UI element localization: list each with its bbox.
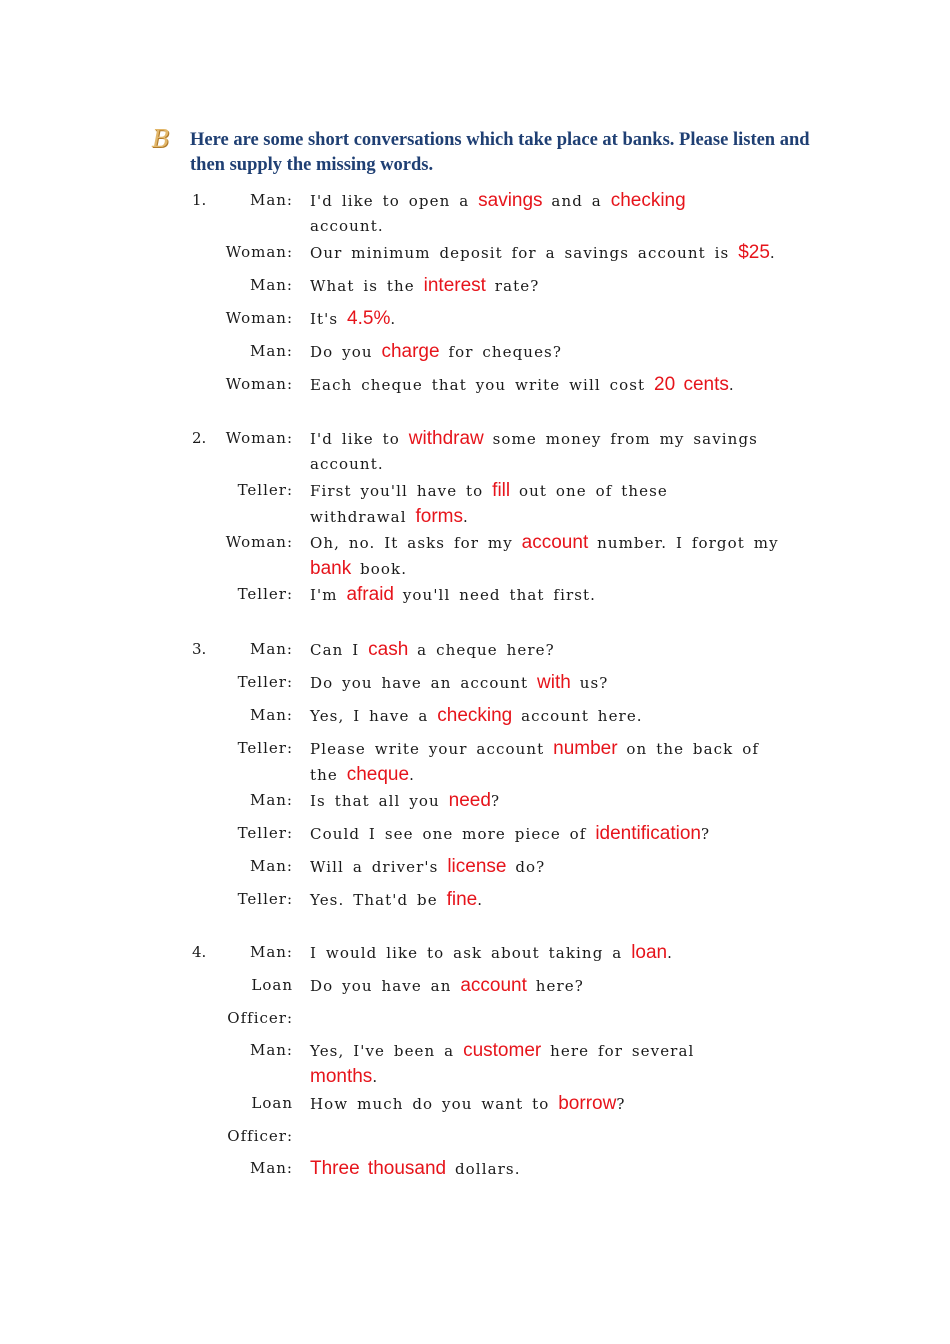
utterance-text: Is that all you [310, 792, 449, 810]
utterance-text: Could I see one more piece of [310, 825, 596, 843]
utterance-text: . [477, 891, 484, 909]
answer-word: 4.5% [347, 308, 391, 329]
speaker-label: Teller: [237, 481, 293, 499]
answer-word: months [310, 1066, 373, 1087]
speaker-label: Man: [249, 857, 293, 875]
speaker-label: Woman: [225, 533, 293, 551]
answer-word: forms [415, 506, 463, 527]
instructions-heading: Here are some short conversations which take place at banks. Please listen and then supply the missing words. [190, 130, 810, 175]
utterance-text: rate? [485, 277, 540, 295]
utterance-text: I'd like to [310, 430, 409, 448]
speaker-label: Man: [249, 706, 293, 724]
utterance [310, 188, 800, 239]
utterance-text: What is the [310, 277, 424, 295]
utterance-text: Do you have an account [310, 674, 538, 692]
utterance-text: How much do you want to [310, 1095, 559, 1113]
utterance [310, 821, 800, 847]
utterance [310, 306, 800, 332]
answer-word: with [537, 672, 571, 693]
utterance [310, 637, 800, 663]
answer-word: customer [463, 1040, 542, 1061]
utterance-text: us? [570, 674, 609, 692]
speaker-label: Man: [249, 1041, 293, 1059]
answer-word: interest [423, 275, 486, 296]
utterance [310, 1038, 800, 1090]
utterance [310, 582, 800, 608]
answer-word: bank [310, 558, 352, 579]
utterance [310, 736, 800, 788]
utterance-text: number. I forgot my [588, 534, 779, 552]
utterance [310, 530, 800, 582]
utterance-text: Do you [310, 343, 382, 361]
speaker-label: Teller: [237, 824, 293, 842]
speaker-label: Woman: [225, 429, 293, 447]
speaker-label: Teller: [237, 673, 293, 691]
answer-word: number [553, 738, 618, 759]
speaker-label: Man: [249, 791, 293, 809]
utterance-text: a cheque here? [408, 641, 555, 659]
utterance-text: account. [310, 217, 384, 235]
utterance-text: book. [351, 560, 408, 578]
utterance-text: . [409, 766, 415, 784]
utterance-text: dollars. [446, 1160, 521, 1178]
utterance-text: withdrawal [310, 508, 416, 526]
utterance-text: some money from my savings [483, 430, 758, 448]
utterance-text: for cheques? [439, 343, 562, 361]
speaker-label: Man: [249, 1159, 293, 1177]
speaker-label: Loan Officer: [227, 976, 293, 1027]
utterance-text: account. [310, 455, 384, 473]
utterance [310, 854, 800, 880]
answer-word: charge [381, 341, 440, 362]
utterance-text: out one of these [510, 482, 668, 500]
speaker-label: Man: [249, 191, 293, 209]
speaker-label: Loan Officer: [227, 1094, 293, 1145]
answer-word: identification [595, 823, 701, 844]
conversation-number: 2. [192, 429, 207, 447]
utterance-text: It's [310, 310, 348, 328]
answer-word: Three thousand [310, 1158, 447, 1179]
speaker-label: Woman: [225, 243, 293, 261]
utterance-text: Each cheque that you write will cost [310, 376, 655, 394]
answer-word: cheque [346, 764, 410, 785]
answer-word: checking [610, 190, 686, 211]
answer-word: withdraw [408, 428, 484, 449]
utterance-text: I would like to ask about taking a [310, 944, 632, 962]
utterance-text: the [310, 766, 347, 784]
utterance-text: ? [490, 792, 501, 810]
utterance-text: Can I [310, 641, 369, 659]
utterance-text: I'm [310, 586, 347, 604]
utterance-text: Yes. That'd be [310, 891, 447, 909]
utterance-text: here for several [541, 1042, 695, 1060]
utterance-text: . [390, 310, 397, 328]
utterance [310, 478, 800, 530]
answer-word: fill [492, 480, 511, 501]
conversation-number: 1. [192, 191, 207, 209]
answer-word: borrow [558, 1093, 617, 1114]
utterance [310, 973, 800, 999]
speaker-label: Man: [249, 342, 293, 360]
utterance-text: I'd like to open a [310, 192, 479, 210]
utterance-text: Our minimum deposit for a savings account is [310, 244, 739, 262]
utterance [310, 240, 800, 266]
speaker-label: Teller: [237, 585, 293, 603]
utterance-text: . [667, 944, 673, 962]
conversation-number: 3. [192, 640, 207, 658]
answer-word: account [521, 532, 589, 553]
utterance [310, 372, 800, 398]
utterance-text: Please write your account [310, 740, 554, 758]
utterance-text: . [463, 508, 469, 526]
utterance-text: Yes, I've been a [310, 1042, 464, 1060]
speaker-label: Teller: [237, 890, 293, 908]
utterance [310, 788, 800, 814]
utterance-text: First you'll have to [310, 482, 493, 500]
utterance-text: Oh, no. It asks for my [310, 534, 522, 552]
answer-word: cash [368, 639, 409, 660]
utterance [310, 940, 800, 966]
answer-word: afraid [346, 584, 394, 605]
speaker-label: Man: [249, 640, 293, 658]
speaker-label: Teller: [237, 739, 293, 757]
answer-word: fine [446, 889, 478, 910]
utterance [310, 887, 800, 913]
section-b-marker-icon: B [152, 125, 170, 153]
utterance-text: ? [616, 1095, 626, 1113]
utterance-text: Do you have an [310, 977, 461, 995]
utterance [310, 670, 800, 696]
utterance-text: on the back of [617, 740, 760, 758]
utterance-text: . [728, 376, 735, 394]
answer-word: $25 [738, 242, 770, 263]
utterance-text: . [372, 1068, 379, 1086]
utterance-text: Will a driver's [310, 858, 448, 876]
utterance-text: Yes, I have a [310, 707, 438, 725]
utterance-text: and a [542, 192, 611, 210]
speaker-label: Woman: [225, 309, 293, 327]
answer-word: need [448, 790, 491, 811]
speaker-label: Man: [249, 943, 293, 961]
answer-word: savings [478, 190, 543, 211]
answer-word: 20 cents [654, 374, 729, 395]
answer-word: loan [631, 942, 668, 963]
utterance [310, 339, 800, 365]
utterance-text: . [769, 244, 776, 262]
utterance-text: you'll need that first. [393, 586, 597, 604]
utterance [310, 1091, 800, 1117]
utterance [310, 426, 800, 477]
answer-word: checking [437, 705, 513, 726]
utterance [310, 1156, 800, 1182]
utterance [310, 703, 800, 729]
utterance-text: here? [526, 977, 584, 995]
utterance-text: account here. [512, 707, 643, 725]
answer-word: account [460, 975, 527, 996]
answer-word: license [447, 856, 507, 877]
speaker-label: Woman: [225, 375, 293, 393]
conversation-number: 4. [192, 943, 207, 961]
speaker-label: Man: [249, 276, 293, 294]
utterance-text: ? [700, 825, 711, 843]
utterance-text: do? [506, 858, 546, 876]
utterance [310, 273, 800, 299]
